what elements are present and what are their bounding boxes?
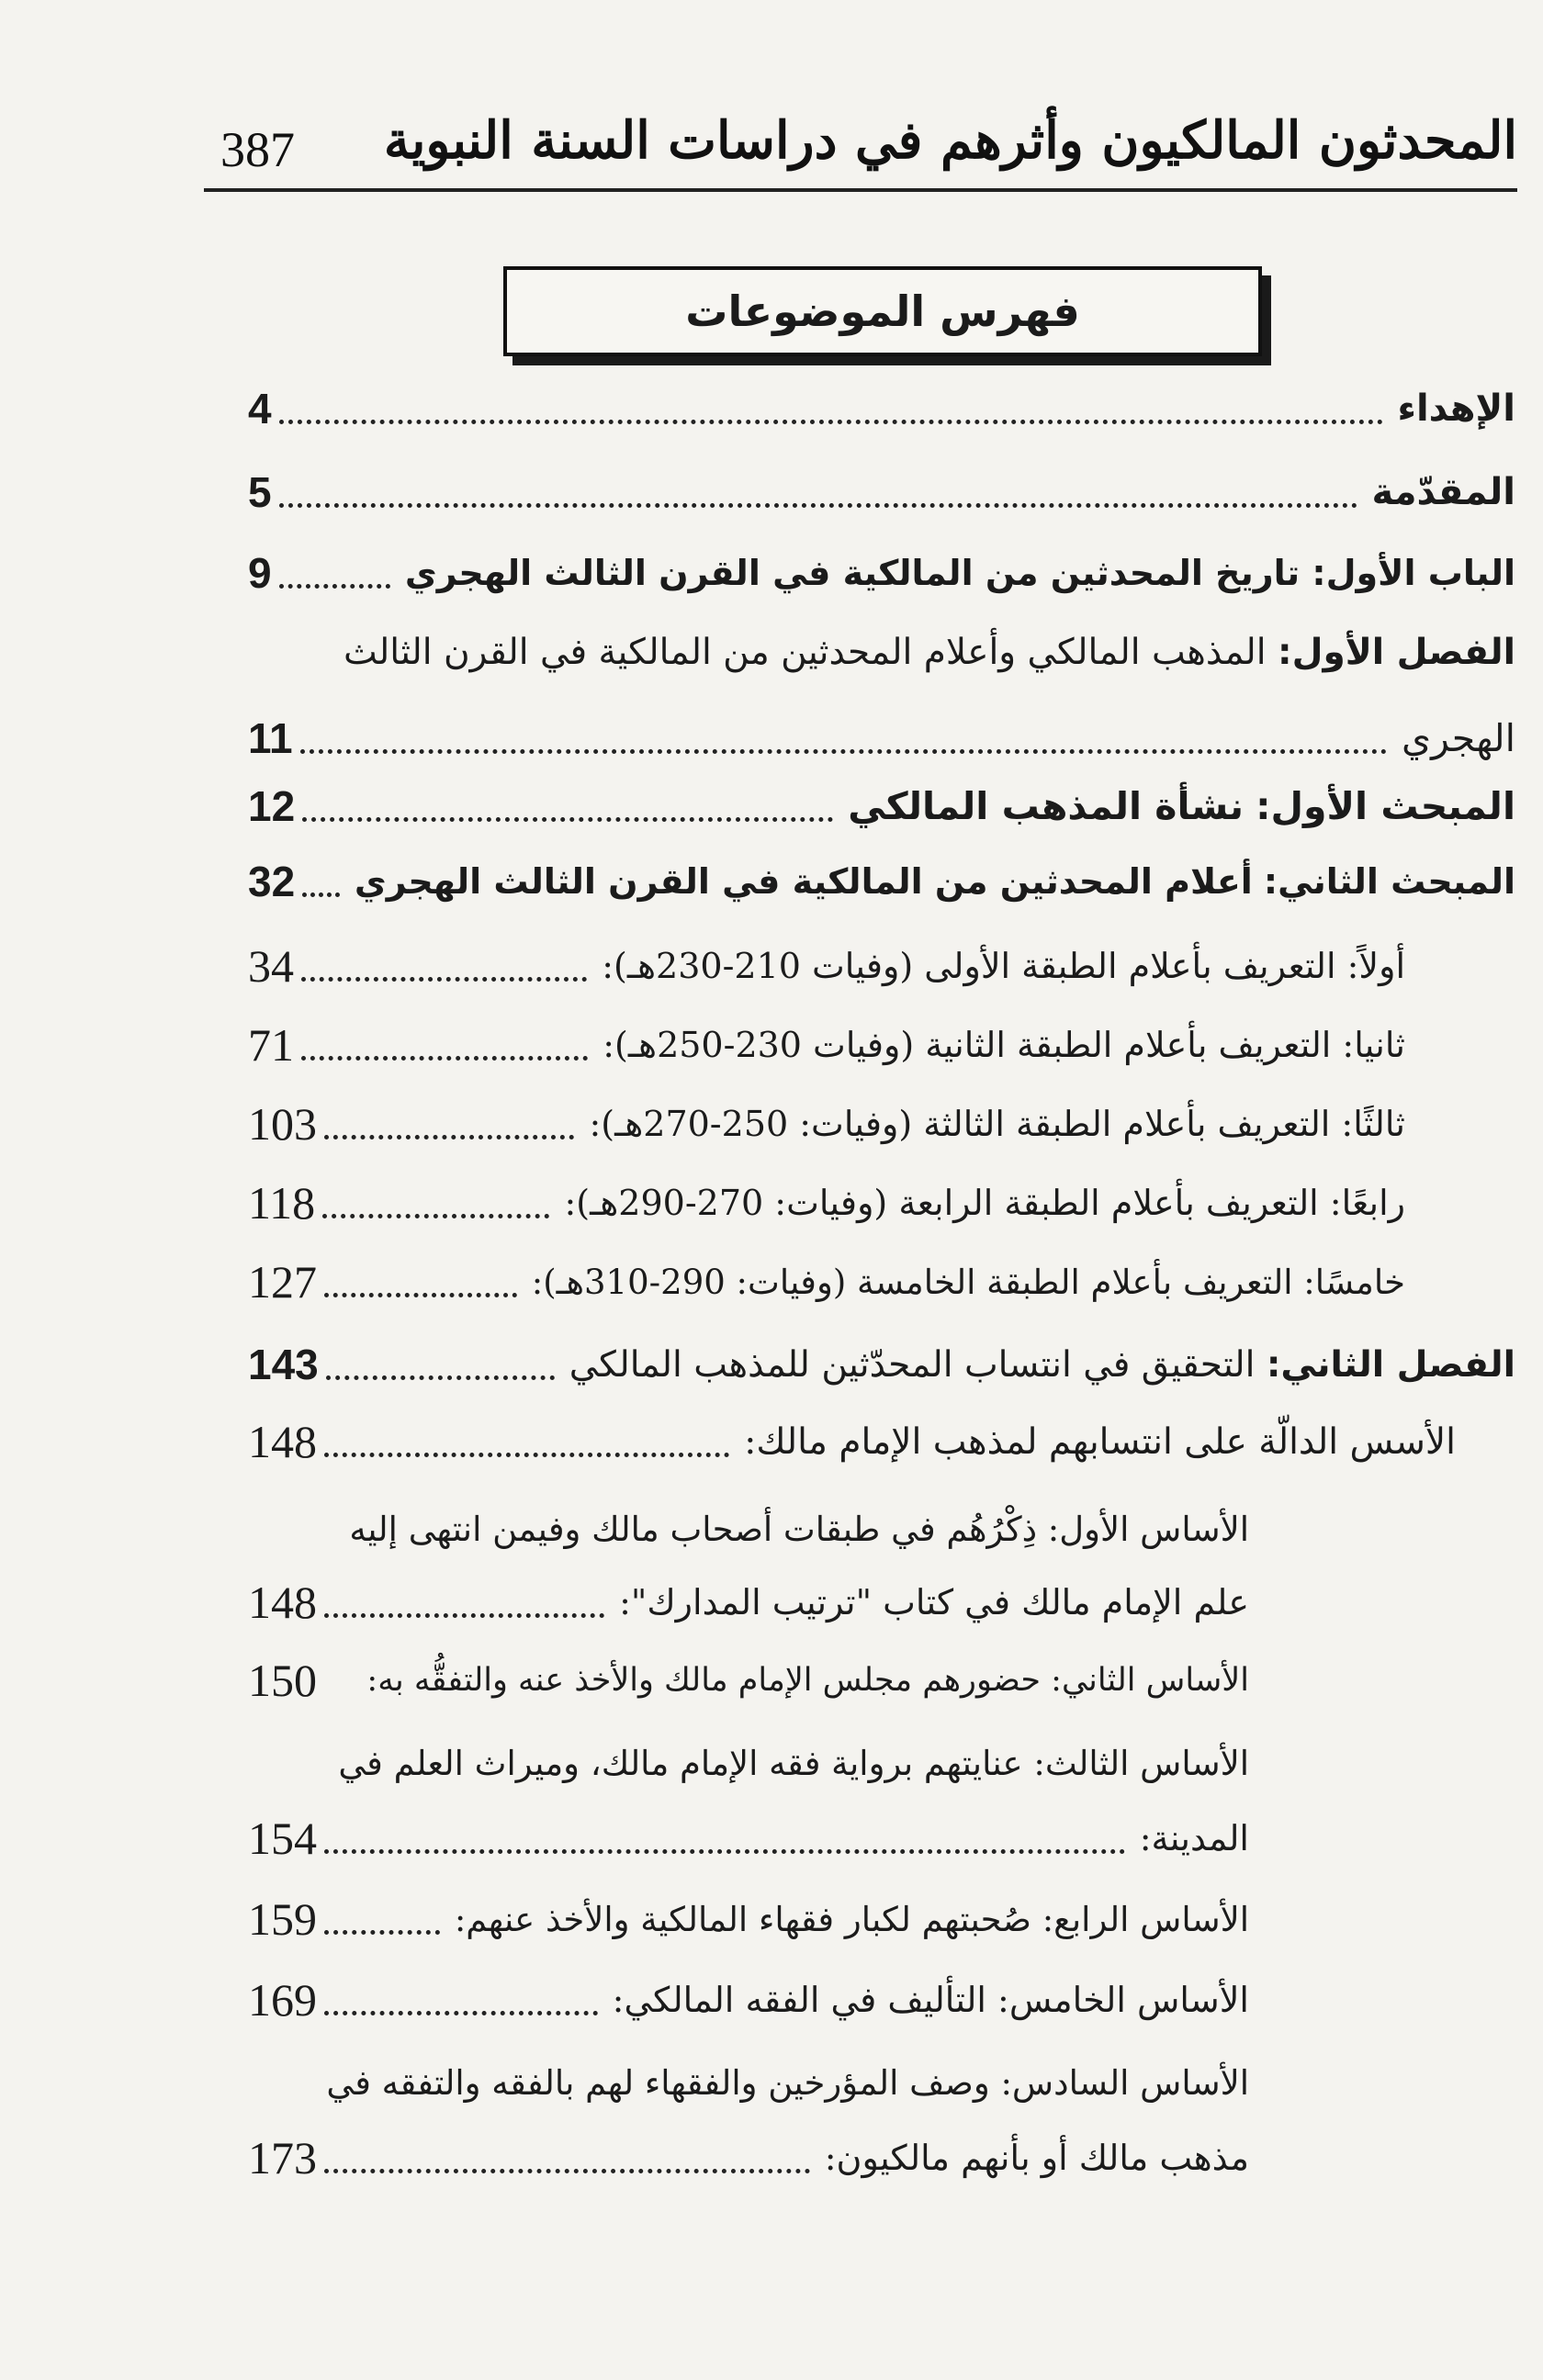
- toc-page-number: 127: [248, 1256, 317, 1308]
- toc-page-number: 34: [248, 940, 294, 992]
- toc-entry-tier-4[interactable]: [248, 1166, 1405, 1240]
- toc-page-number: 11: [248, 714, 293, 762]
- dot-leader: [302, 817, 833, 822]
- dot-leader: [326, 1375, 555, 1380]
- toc-entry-foundations[interactable]: [248, 1405, 1456, 1478]
- toc-page-number: 148: [248, 1577, 317, 1628]
- toc-entry-section-one[interactable]: [248, 769, 1515, 843]
- toc-entry-text: مذهب مالك أو بأنهم مالكيون:: [824, 2138, 1249, 2178]
- toc-page-number: 71: [248, 1019, 294, 1071]
- toc-entry-text: أعلام المحدثين من المالكية في القرن الثالث الهجري: [354, 861, 1253, 902]
- toc-entry-tier-1[interactable]: [248, 929, 1405, 1003]
- toc-title-box: [503, 266, 1262, 356]
- dot-leader: [279, 503, 1357, 508]
- dot-leader: [279, 420, 1383, 424]
- toc-entry-basis-4[interactable]: [248, 1882, 1249, 1956]
- toc-page-number: 5: [248, 468, 272, 516]
- toc-entry-text: أولاً: التعريف بأعلام الطبقة الأولى (وفيات 210-230هـ):: [602, 946, 1405, 986]
- toc-entry-chapter-one[interactable]: [248, 615, 1515, 689]
- dot-leader: [324, 1849, 1125, 1854]
- toc-entry-text: الأساس الأول: ذِكْرُهُم في طبقات أصحاب مالك وفيمن انتهى إليه: [349, 1509, 1249, 1549]
- toc-entry-basis-5[interactable]: [248, 1963, 1249, 2037]
- toc-page-number: 173: [248, 2132, 317, 2184]
- toc-page-number: 12: [248, 782, 296, 830]
- toc-entry-text: التحقيق في انتساب المحدّثين للمذهب المالكي: [569, 1343, 1256, 1386]
- toc-entry-dedication[interactable]: [248, 372, 1515, 445]
- dot-leader: [301, 977, 587, 982]
- toc-entry-chapter-two[interactable]: [248, 1328, 1515, 1401]
- toc-entry-text: رابعًا: التعريف بأعلام الطبقة الرابعة (وفيات: 270-290هـ):: [564, 1183, 1405, 1223]
- toc-entry-basis-3[interactable]: [285, 1726, 1249, 1800]
- dot-leader: [302, 892, 340, 897]
- toc-entry-text: ثانيا: التعريف بأعلام الطبقة الثانية (وفيات 230-250هـ):: [603, 1025, 1405, 1065]
- toc-entry-introduction[interactable]: [248, 455, 1515, 529]
- dot-leader: [300, 749, 1387, 754]
- dot-leader: [324, 2169, 810, 2173]
- dot-leader: [324, 1613, 604, 1618]
- toc-entry-label: الفصل الأول:: [1278, 631, 1515, 673]
- toc-entry-basis-1[interactable]: [285, 1492, 1249, 1566]
- toc-entry-text: الأساس الخامس: التأليف في الفقه المالكي:: [612, 1980, 1249, 2020]
- toc-entry-text: الأساس الثالث: عنايتهم برواية فقه الإمام مالك، وميراث العلم في: [338, 1743, 1249, 1783]
- toc-page-number: 148: [248, 1416, 317, 1467]
- dot-leader: [324, 1453, 729, 1457]
- toc-entry-basis-2[interactable]: [248, 1644, 1249, 1717]
- dot-leader: [324, 1930, 440, 1935]
- dot-leader: [324, 1293, 517, 1297]
- header-rule: [204, 188, 1517, 192]
- toc-entry-text: الإهداء: [1397, 387, 1515, 430]
- toc-entry-tier-3[interactable]: [248, 1087, 1405, 1161]
- toc-title: فهرس الموضوعات: [685, 286, 1080, 336]
- toc-entry-text: نشأة المذهب المالكي: [848, 784, 1245, 828]
- toc-page-number: 154: [248, 1813, 317, 1864]
- toc-page-number: 32: [248, 858, 296, 905]
- toc-entry-section-two[interactable]: [248, 845, 1515, 918]
- toc-page-number: 159: [248, 1893, 317, 1945]
- toc-page-number: 143: [248, 1341, 319, 1388]
- toc-page-number: 118: [248, 1177, 316, 1229]
- toc-entry-text: المقدّمة: [1371, 471, 1515, 513]
- toc-entry-label: المبحث الأول:: [1256, 784, 1515, 828]
- toc-page-number: 150: [248, 1655, 317, 1706]
- dot-leader: [324, 1691, 352, 1696]
- toc-entry-tier-2[interactable]: [248, 1008, 1405, 1082]
- toc-page-number: 9: [248, 549, 272, 597]
- toc-entry-text: الباب الأول: تاريخ المحدثين من المالكية في القرن الثالث الهجري: [404, 553, 1515, 593]
- toc-entry-chapter-one-cont[interactable]: [248, 702, 1515, 775]
- toc-entry-text: ثالثًا: التعريف بأعلام الطبقة الثالثة (وفيات: 250-270هـ):: [589, 1104, 1405, 1144]
- dot-leader: [301, 1056, 588, 1061]
- toc-page-number: 103: [248, 1098, 317, 1150]
- toc-entry-tier-5[interactable]: [248, 1245, 1405, 1319]
- running-header: [204, 101, 1517, 184]
- toc-entry-text: المدينة:: [1139, 1818, 1249, 1858]
- toc-entry-text: الأساس الثاني: حضورهم مجلس الإمام مالك والأخذ عنه والتفقُّه به:: [366, 1662, 1249, 1699]
- toc-page-number: 4: [248, 385, 272, 432]
- toc-entry-text: الهجري: [1402, 716, 1515, 760]
- page-number: 387: [220, 122, 295, 177]
- dot-leader: [279, 584, 390, 589]
- toc-entry-text: الأساس السادس: وصف المؤرخين والفقهاء لهم بالفقه والتفقه في: [326, 2062, 1249, 2103]
- toc-entry-label: المبحث الثاني:: [1263, 861, 1515, 902]
- dot-leader: [324, 1135, 574, 1139]
- toc-entry-label: الفصل الثاني:: [1266, 1343, 1515, 1386]
- toc-entry-basis-6[interactable]: [285, 2046, 1249, 2119]
- toc-entry-text: علم الإمام مالك في كتاب "ترتيب المدارك":: [619, 1582, 1249, 1622]
- dot-leader: [324, 2011, 598, 2015]
- running-title: المحدثون المالكيون وأثرهم في دراسات السنة النبوية: [383, 110, 1517, 171]
- toc-entry-text: الأساس الرابع: صُحبتهم لكبار فقهاء المالكية والأخذ عنهم:: [454, 1899, 1249, 1939]
- toc-entry-text: الأسس الدالّة على انتسابهم لمذهب الإمام مالك:: [744, 1420, 1456, 1463]
- toc-entry-basis-6-cont[interactable]: [248, 2121, 1249, 2195]
- toc-entry-basis-1-cont[interactable]: [248, 1566, 1249, 1639]
- toc-entry-text: المذهب المالكي وأعلام المحدثين من المالكية في القرن الثالث: [344, 631, 1267, 673]
- toc-entry-text: خامسًا: التعريف بأعلام الطبقة الخامسة (وفيات: 290-310هـ):: [531, 1262, 1405, 1302]
- toc-entry-part-one[interactable]: [248, 536, 1515, 610]
- dot-leader: [322, 1214, 549, 1218]
- toc-page-number: 169: [248, 1974, 317, 2026]
- toc-entry-basis-3-cont[interactable]: [248, 1802, 1249, 1875]
